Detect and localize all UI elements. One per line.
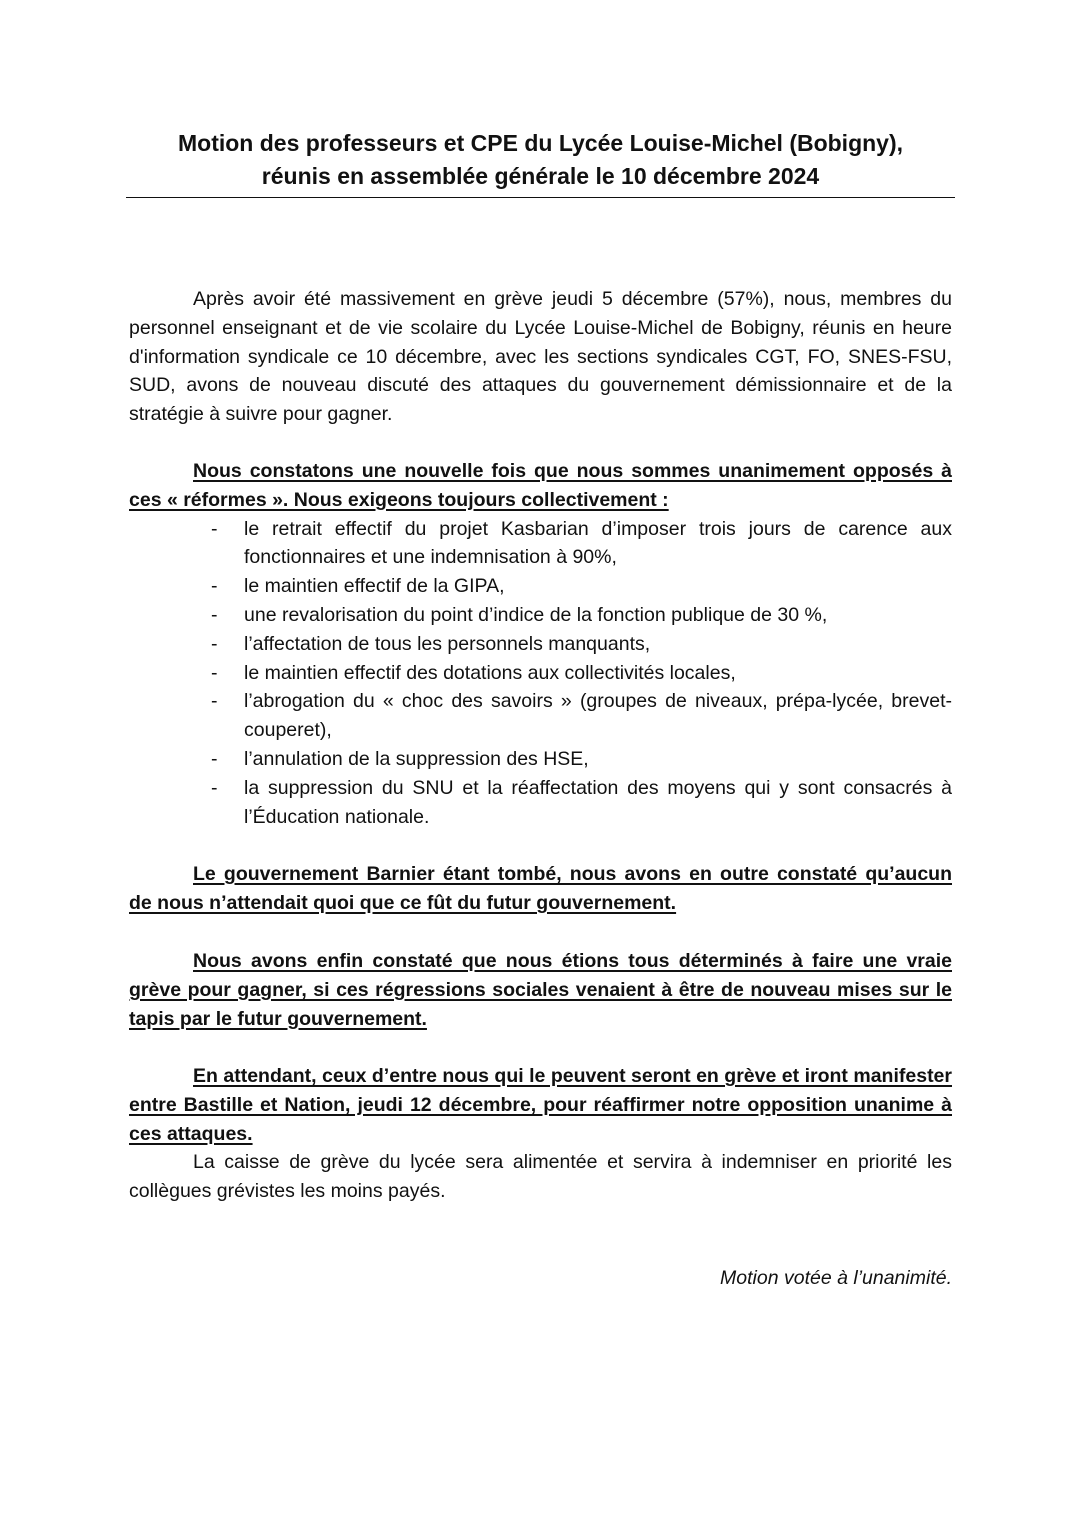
demand-item: - une revalorisation du point d’indice de la fonction publique de 30 %, bbox=[129, 601, 952, 630]
government-paragraph: Le gouvernement Barnier étant tombé, nous avons en outre constaté qu’aucun de nous n’attendait quoi que ce fût du futur gouvernement. bbox=[129, 863, 952, 914]
demand-item: - l’annulation de la suppression des HSE, bbox=[129, 745, 952, 774]
demands-heading: Nous constatons une nouvelle fois que nous sommes unanimement opposés à ces « réformes ». Nous exigeons toujours collectivement : bbox=[129, 460, 952, 511]
determination-paragraph: Nous avons enfin constaté que nous étions tous déterminés à faire une vraie grève pour gagner, si ces régressions sociales venaient à être de nouveau mises sur le tapis par le futur gouvernement. bbox=[129, 950, 952, 1030]
demand-item: - le retrait effectif du projet Kasbarian d’imposer trois jours de carence aux fonctionnaires et une indemnisation à 90%, bbox=[129, 515, 952, 573]
title-line-1: Motion des professeurs et CPE du Lycée Louise-Michel (Bobigny), bbox=[177, 130, 904, 156]
intro-block bbox=[129, 285, 952, 429]
demand-item: - la suppression du SNU et la réaffectation des moyens qui y sont consacrés à l’Éducation nationale. bbox=[129, 774, 952, 832]
list-dash: - bbox=[211, 661, 218, 684]
title-line-2: réunis en assemblée générale le 10 décembre 2024 bbox=[261, 163, 820, 189]
list-dash: - bbox=[211, 690, 218, 713]
demand-item: - le maintien effectif des dotations aux collectivités locales, bbox=[129, 659, 952, 688]
list-dash: - bbox=[211, 747, 218, 770]
demand-item: - le maintien effectif de la GIPA, bbox=[129, 572, 952, 601]
demand-item: - l’abrogation du « choc des savoirs » (groupes de niveaux, prépa-lycée, brevet-couperet), bbox=[129, 687, 952, 745]
determination-block bbox=[129, 947, 952, 1033]
intro-paragraph: Après avoir été massivement en grève jeudi 5 décembre (57%), nous, membres du personnel enseignant et de vie scolaire du Lycée Louise-Michel de Bobigny, réunis en heure d'information syndicale ce 10 décembre, avec les sections syndicales CGT, FO, SNES-FSU, SUD, avons de nouveau discuté des attaques du gouvernement démissionnaire et de la stratégie à suivre pour gagner. bbox=[129, 288, 952, 426]
list-dash: - bbox=[211, 575, 218, 598]
strike-paragraph: En attendant, ceux d’entre nous qui le peuvent seront en grève et iront manifester entre Bastille et Nation, jeudi 12 décembre, pour réaffirmer notre opposition unanime à ces attaques. bbox=[129, 1065, 952, 1145]
title-underline bbox=[126, 197, 955, 198]
list-dash: - bbox=[211, 517, 218, 540]
demand-item: - l’affectation de tous les personnels manquants, bbox=[129, 630, 952, 659]
demands-list bbox=[129, 515, 952, 832]
government-block bbox=[129, 860, 952, 918]
strike-block bbox=[129, 1062, 952, 1206]
document-title bbox=[126, 127, 955, 193]
motion-signature: Motion votée à l’unanimité. bbox=[720, 1267, 952, 1289]
strike-fund-paragraph: La caisse de grève du lycée sera alimentée et servira à indemniser en priorité les collègues grévistes les moins payés. bbox=[129, 1151, 952, 1203]
list-dash: - bbox=[211, 603, 218, 626]
list-dash: - bbox=[211, 632, 218, 655]
list-dash: - bbox=[211, 776, 218, 799]
demands-block bbox=[129, 457, 952, 831]
